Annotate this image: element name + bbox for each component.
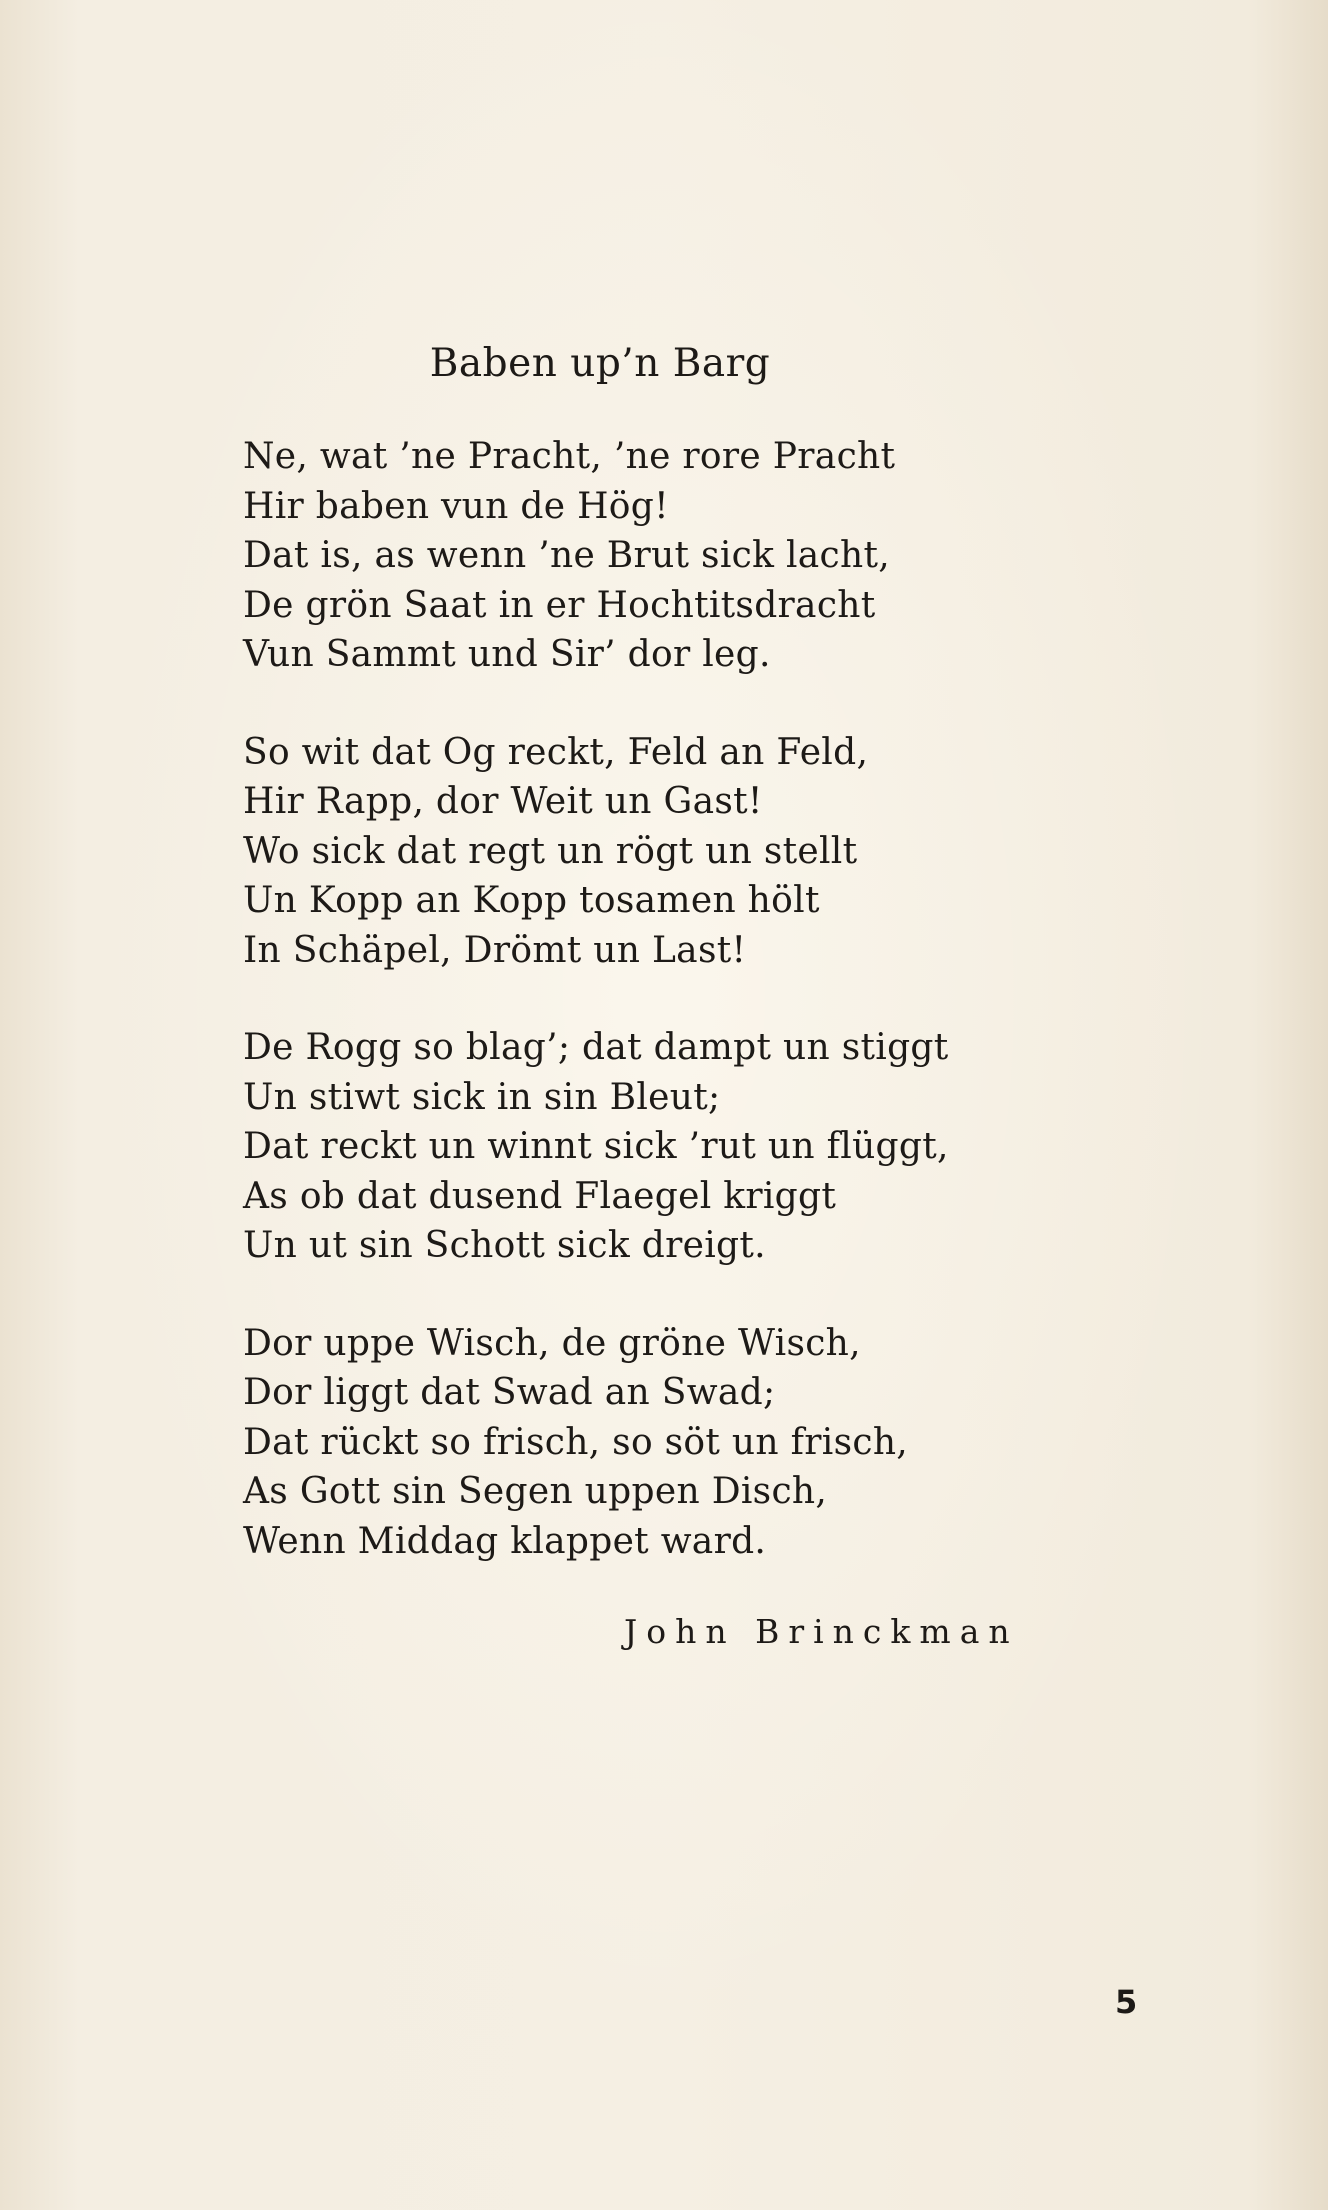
poem-line: Un Kopp an Kopp tosamen hölt: [243, 880, 820, 921]
poem-line: Ne, wat ’ne Pracht, ’ne rore Pracht: [243, 436, 896, 477]
poem-line: Hir baben vun de Hög!: [243, 485, 669, 527]
poem-line: De grön Saat in er Hochtitsdracht: [243, 584, 876, 626]
poem-line: Dor liggt dat Swad an Swad;: [243, 1372, 776, 1413]
stanza-2: [243, 728, 1063, 976]
poem-title: Baben up’n Barg: [429, 341, 771, 386]
poem-line: Hir Rapp, dor Weit un Gast!: [243, 781, 763, 822]
poem-line: Vun Sammt und Sir’ dor leg.: [243, 634, 771, 675]
poem-line: Dat reckt un winnt sick ’rut un flüggt,: [243, 1126, 949, 1167]
poem-line: Wenn Middag klappet ward.: [243, 1520, 767, 1562]
poem-line: So wit dat Og reckt, Feld an Feld,: [243, 731, 869, 773]
poem-line: Dat is, as wenn ’ne Brut sick lacht,: [243, 535, 891, 576]
poem-line: Dat rückt so frisch, so söt un frisch,: [243, 1421, 909, 1463]
stanza-3: [243, 1023, 1063, 1271]
poem-line: As Gott sin Segen uppen Disch,: [243, 1471, 828, 1512]
poem-line: De Rogg so blag’; dat dampt un stiggt: [243, 1027, 949, 1068]
poem-line: Un ut sin Schott sick dreigt.: [243, 1225, 766, 1266]
poem-line: Wo sick dat regt un rögt un stellt: [243, 830, 858, 872]
poem-line: Un stiwt sick in sin Bleut;: [243, 1076, 721, 1118]
poem-line: Dor uppe Wisch, de gröne Wisch,: [243, 1322, 861, 1364]
poem-body: [243, 432, 1063, 1614]
page-number: 5: [1115, 1983, 1138, 2021]
poem-line: In Schäpel, Drömt un Last!: [243, 929, 747, 971]
stanza-1: [243, 432, 1063, 680]
stanza-4: [243, 1319, 1063, 1567]
poem-author: John Brinckman: [624, 1612, 1019, 1651]
poem-line: As ob dat dusend Flaegel kriggt: [243, 1175, 837, 1217]
